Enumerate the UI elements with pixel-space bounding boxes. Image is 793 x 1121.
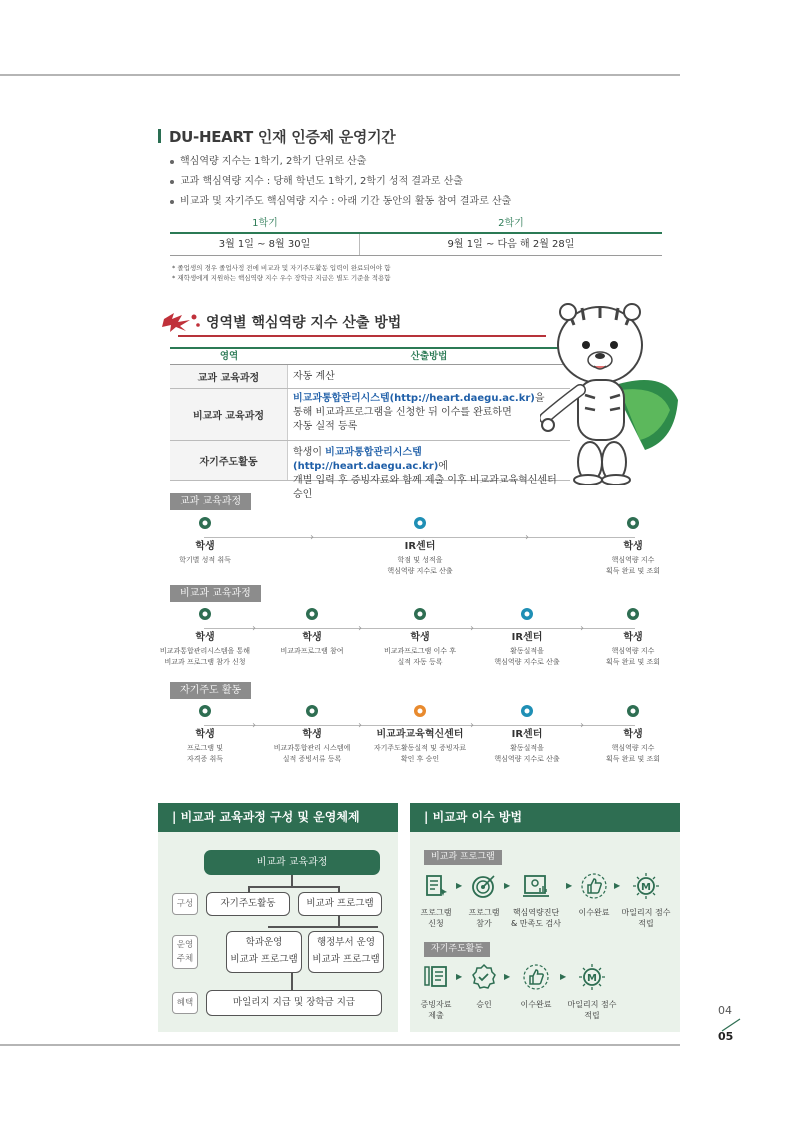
node-desc <box>360 743 480 765</box>
chevron-right-icon: › <box>470 720 474 731</box>
step-label-line: 증빙자료 <box>420 1000 452 1009</box>
flow-node <box>370 515 470 577</box>
node-desc-line: 활동실적을 <box>510 647 544 655</box>
method-value <box>288 389 570 440</box>
step-label <box>501 907 571 929</box>
node-desc <box>583 646 683 668</box>
node-desc <box>370 646 470 668</box>
chevron-right-icon: › <box>580 623 584 634</box>
flow-node <box>155 515 255 566</box>
node-title: 학생 <box>302 729 322 740</box>
method-table <box>170 347 570 500</box>
node-title: 학생 <box>195 729 215 740</box>
semester-1-period: 3월 1일 ~ 8월 30일 <box>170 234 360 255</box>
node-desc-line: 획득 완료 및 조회 <box>605 755 660 763</box>
node-desc-line: 활동실적을 <box>510 744 544 752</box>
method-row <box>170 365 570 389</box>
method-table-header <box>170 349 570 365</box>
method-text: 자동 실적 등록 <box>293 421 358 432</box>
schedule-table <box>170 216 662 256</box>
step-label-line: 이수완료 <box>578 908 610 917</box>
section-heading <box>158 126 395 147</box>
structure-panel <box>158 803 398 1032</box>
node-desc <box>155 743 255 765</box>
step-label-line: 참가 <box>476 919 492 928</box>
flow-self-directed <box>160 703 665 783</box>
method-underline <box>178 335 546 337</box>
step-label-line: 마일리지 점수 <box>567 1000 617 1009</box>
chevron-right-icon: › <box>252 720 256 731</box>
system-link[interactable]: 비교과통합관리시스템(http://heart.daegu.ac.kr) <box>293 393 535 404</box>
schedule-header <box>170 216 662 234</box>
step-label <box>506 999 566 1010</box>
flow-node <box>370 606 470 668</box>
step-label-line: 핵심역량진단 <box>512 908 560 917</box>
step-label <box>616 907 676 929</box>
document-icon <box>422 963 450 991</box>
arrow-right-icon: ▶ <box>560 972 567 981</box>
flow-node <box>155 606 255 668</box>
tiger-mascot-icon <box>540 290 680 485</box>
step-label-line: 승인 <box>476 1000 492 1009</box>
chevron-right-icon: › <box>310 532 314 543</box>
admin-box-line: 비교과 프로그램 <box>312 954 380 965</box>
chevron-right-icon: › <box>525 532 529 543</box>
connector-line <box>248 886 338 888</box>
bullet-dot-icon <box>170 200 174 204</box>
node-desc-line: 확인 후 승인 <box>400 755 440 763</box>
location-pin-icon <box>198 704 212 718</box>
location-pin-icon <box>626 607 640 621</box>
flow-curricular <box>160 515 665 585</box>
node-desc <box>583 555 683 577</box>
flow-node <box>477 703 577 765</box>
department-box-line: 학과운영 <box>245 937 283 948</box>
flow-label-extracurricular: 비교과 교육과정 <box>170 585 261 602</box>
step-label-line: 프로그램 <box>420 908 452 917</box>
chevron-right-icon: › <box>358 720 362 731</box>
node-desc-line: 핵심역량 지수 <box>611 556 655 564</box>
node-desc <box>477 743 577 765</box>
node-desc <box>370 555 470 577</box>
node-title: 학생 <box>623 729 643 740</box>
node-desc-line: 실적 증빙서류 등록 <box>282 755 342 763</box>
node-desc <box>583 743 683 765</box>
node-title: IR센터 <box>404 541 436 552</box>
svg-text:M: M <box>587 973 597 984</box>
step-label-line: & 만족도 검사 <box>511 919 561 928</box>
location-pin-icon <box>413 607 427 621</box>
method-row <box>170 441 570 500</box>
node-desc-line: 비교과 프로그램 참가 신청 <box>164 658 246 666</box>
node-title: 학생 <box>195 632 215 643</box>
department-box-line: 비교과 프로그램 <box>230 954 298 965</box>
node-desc-line: 획득 완료 및 조회 <box>605 567 660 575</box>
flow-node <box>360 703 480 765</box>
location-pin-icon <box>413 704 427 718</box>
admin-box <box>308 931 384 973</box>
step-label-line: 적립 <box>638 919 654 928</box>
node-desc-line: 자기주도활동실적 및 증빙자료 <box>373 744 467 752</box>
method-area: 교과 교육과정 <box>170 365 288 388</box>
bullet-list <box>170 152 511 212</box>
system-link[interactable]: 비교과통합관리시스템(http://heart.daegu.ac.kr) <box>293 447 439 472</box>
node-desc: 학기별 성적 취득 <box>179 556 231 564</box>
bullet-text: 비교과 및 자기주도 핵심역량 지수 : 아래 기간 동안의 활동 참여 결과로 산출 <box>180 196 512 207</box>
benefit-box: 마일리지 지급 및 장학금 지급 <box>206 990 382 1016</box>
node-desc-line: 획득 완료 및 조회 <box>605 658 660 666</box>
top-rule <box>0 74 680 76</box>
node-desc-line: 핵심역량 지수로 산출 <box>494 658 560 666</box>
structure-title-text: 비교과 교육과정 구성 및 운영체제 <box>180 810 360 824</box>
target-icon <box>470 872 498 900</box>
step-label <box>454 999 514 1010</box>
node-desc-line: 핵심역량 지수 <box>611 744 655 752</box>
schedule-row <box>170 234 662 256</box>
location-pin-icon <box>520 704 534 718</box>
connector-line <box>268 926 378 928</box>
approve-icon <box>470 963 498 991</box>
bullet-text: 핵심역량 지수는 1학기, 2학기 단위로 산출 <box>180 156 367 167</box>
location-pin-icon <box>305 704 319 718</box>
node-title: IR센터 <box>511 729 543 740</box>
node-desc: 비교과프로그램 참여 <box>280 647 344 655</box>
heading-text: DU-HEART 인재 인증제 운영기간 <box>169 128 396 146</box>
curriculum-box: 비교과 교육과정 <box>204 850 380 875</box>
method-area: 자기주도활동 <box>170 441 288 480</box>
node-title: 학생 <box>410 632 430 643</box>
step-label-line: 신청 <box>428 919 444 928</box>
arrow-right-icon: ▶ <box>504 881 511 890</box>
node-desc-line: 핵심역량 지수 <box>611 647 655 655</box>
arrow-right-icon: ▶ <box>456 881 463 890</box>
node-title: 학생 <box>623 632 643 643</box>
page-number-right: 05 <box>718 1030 734 1043</box>
arrow-right-icon: ▶ <box>504 972 511 981</box>
step-label-line: 프로그램 <box>468 908 500 917</box>
operator-label-line: 주체 <box>176 954 194 964</box>
method-text: 자동 계산 <box>293 371 335 382</box>
method-text: 개별 입력 후 증빙자료와 함께 제출 이후 비교과교육혁신센터 승인 <box>293 475 557 500</box>
method-text: 을 <box>534 393 545 404</box>
bullet-dot-icon <box>170 160 174 164</box>
method-text: 학생이 <box>293 447 326 458</box>
bullet-item <box>170 152 511 172</box>
method-title: 영역별 핵심역량 지수 산출 방법 <box>206 315 402 331</box>
page-slash-icon <box>720 1018 742 1032</box>
flow-node <box>262 703 362 765</box>
chevron-right-icon: › <box>252 623 256 634</box>
semester-1-header: 1학기 <box>252 218 278 229</box>
flow-extracurricular <box>160 606 665 686</box>
self-directed-tag: 자기주도활동 <box>424 942 490 957</box>
location-pin-icon <box>626 704 640 718</box>
form-icon <box>422 872 450 900</box>
method-row <box>170 389 570 441</box>
department-box <box>226 931 302 973</box>
node-desc-line: 실적 자동 등록 <box>397 658 443 666</box>
extracurricular-program-box: 비교과 프로그램 <box>298 892 382 916</box>
node-desc-line: 비교과프로그램 이수 후 <box>383 647 457 655</box>
thumbs-up-icon <box>522 963 550 991</box>
node-title: 학생 <box>195 541 215 552</box>
flow-node <box>583 606 683 668</box>
chevron-right-icon: › <box>470 623 474 634</box>
location-pin-icon <box>305 607 319 621</box>
chevron-right-icon: › <box>358 623 362 634</box>
node-desc-line: 학점 및 성적을 <box>397 556 443 564</box>
node-title: IR센터 <box>511 632 543 643</box>
bullet-item <box>170 172 511 192</box>
node-desc-line: 자격증 취득 <box>186 755 224 763</box>
completion-title-text: 비교과 이수 방법 <box>432 810 523 824</box>
operator-label-line: 운영 <box>176 940 194 950</box>
bullet-dot-icon <box>170 180 174 184</box>
arrow-right-icon: ▶ <box>566 881 573 890</box>
location-pin-icon <box>413 516 427 530</box>
node-desc-line: 비교과통합관리시스템을 통해 <box>159 647 251 655</box>
node-title: 학생 <box>302 632 322 643</box>
heading-bar <box>158 129 161 143</box>
method-header: 산출방법 <box>410 351 448 362</box>
completion-panel-title: | 비교과 이수 방법 <box>410 803 680 832</box>
area-header: 영역 <box>219 351 239 362</box>
location-pin-icon <box>520 607 534 621</box>
thumbs-up-icon <box>580 872 608 900</box>
footnotes <box>172 263 391 283</box>
location-pin-icon <box>198 516 212 530</box>
brush-splash-icon <box>160 305 206 335</box>
flow-label-self-directed: 자기주도 활동 <box>170 682 251 699</box>
connector-line <box>291 973 293 990</box>
node-desc <box>477 646 577 668</box>
completion-panel <box>410 803 680 1032</box>
mileage-icon <box>578 963 606 991</box>
node-desc <box>262 743 362 765</box>
step-label-line: 이수완료 <box>520 1000 552 1009</box>
flow-node <box>155 703 255 765</box>
self-directed-box: 자기주도활동 <box>206 892 290 916</box>
mileage-icon <box>632 872 660 900</box>
operator-label <box>172 935 198 969</box>
semester-2-period: 9월 1일 ~ 다음 해 2월 28일 <box>447 239 575 250</box>
arrow-right-icon: ▶ <box>456 972 463 981</box>
composition-label: 구성 <box>172 893 198 915</box>
step-label <box>564 907 624 918</box>
survey-icon <box>522 872 550 900</box>
flow-node <box>583 515 683 577</box>
chevron-right-icon: › <box>580 720 584 731</box>
step-label-line: 마일리지 점수 <box>621 908 671 917</box>
flow-node <box>262 606 362 657</box>
program-tag: 비교과 프로그램 <box>424 850 502 865</box>
structure-panel-title: | 비교과 교육과정 구성 및 운영체제 <box>158 803 398 832</box>
admin-box-line: 행정부서 운영 <box>316 937 376 948</box>
page-number-left: 04 <box>718 1004 732 1017</box>
benefit-label: 혜택 <box>172 992 198 1014</box>
node-desc <box>155 646 255 668</box>
bottom-rule <box>0 1044 680 1046</box>
step-label-line: 제출 <box>428 1011 444 1020</box>
footnote: * 졸업생의 경우 졸업사정 전에 비교과 및 자기주도활동 입력이 완료되어야 함 <box>172 264 391 272</box>
method-text: 에 <box>438 461 448 472</box>
node-desc-line: 비교과통합관리 시스템에 <box>273 744 351 752</box>
step-label-line: 적립 <box>584 1011 600 1020</box>
method-value <box>288 365 570 388</box>
bullet-item <box>170 192 511 212</box>
node-title: 학생 <box>623 541 643 552</box>
flow-label-curricular: 교과 교육과정 <box>170 493 251 510</box>
node-desc-line: 핵심역량 지수로 산출 <box>494 755 560 763</box>
method-text: 통해 비교과프로그램을 신청한 뒤 이수를 완료하면 <box>293 407 512 418</box>
location-pin-icon <box>198 607 212 621</box>
semester-2-header: 2학기 <box>498 218 524 229</box>
location-pin-icon <box>626 516 640 530</box>
flow-node <box>583 703 683 765</box>
bullet-text: 교과 핵심역량 지수 : 당해 학년도 1학기, 2학기 성적 결과로 산출 <box>180 176 463 187</box>
footnote: * 재학생에게 지원하는 핵심역량 지수 우수 장학금 지급은 별도 기준을 적용함 <box>172 274 391 282</box>
step-label <box>562 999 622 1021</box>
method-value <box>288 441 570 500</box>
node-title: 비교과교육혁신센터 <box>376 729 464 740</box>
arrow-right-icon: ▶ <box>614 881 621 890</box>
flow-node <box>477 606 577 668</box>
svg-text:M: M <box>641 882 651 893</box>
method-area: 비교과 교육과정 <box>170 389 288 440</box>
node-desc-line: 프로그램 및 <box>186 744 224 752</box>
node-desc-line: 핵심역량 지수로 산출 <box>387 567 453 575</box>
